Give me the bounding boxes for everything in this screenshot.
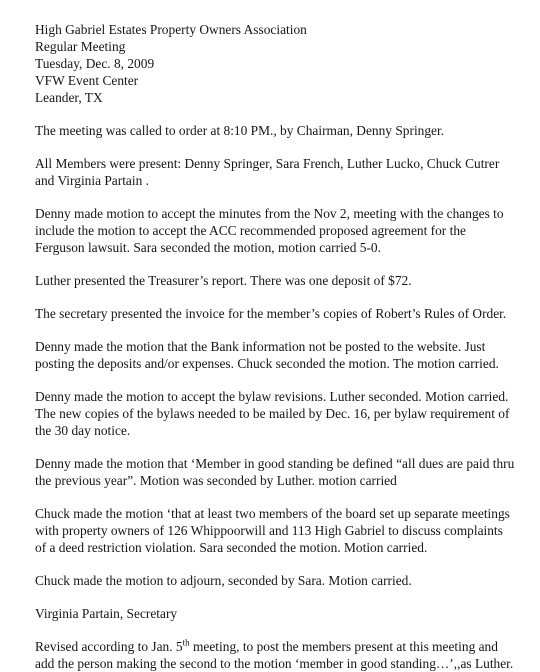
adjourn-motion: Chuck made the motion to adjourn, seconded by Sara. Motion carried. (35, 573, 412, 588)
attendance-paragraph (35, 155, 528, 189)
motion-minutes-line: Ferguson lawsuit. Sara seconded the motion, motion carried 5-0. (35, 240, 381, 255)
attendance-line: and Virginia Partain . (35, 173, 149, 188)
revision-line: add the person making the second to the motion ‘member in good standing…’,,as Luther. (35, 656, 514, 671)
revision-line (35, 638, 528, 655)
separate-meetings-line: of a deed restriction violation. Sara seconded the motion. Motion carried. (35, 540, 428, 555)
attendance-line: All Members were present: Denny Springer, Sara French, Luther Lucko, Chuck Cutrer (35, 156, 500, 171)
meeting-date: Tuesday, Dec. 8, 2009 (35, 56, 155, 71)
document-header (35, 21, 528, 106)
secretary-report: The secretary presented the invoice for the member’s copies of Robert’s Rules of Order. (35, 306, 507, 321)
org-name: High Gabriel Estates Property Owners Association (35, 22, 307, 37)
motion-minutes-paragraph (35, 205, 528, 256)
good-standing-line: the previous year”. Motion was seconded by Luther. motion carried (35, 473, 397, 488)
bank-motion-paragraph (35, 338, 528, 372)
meeting-type: Regular Meeting (35, 39, 126, 54)
separate-meetings-line: Chuck made the motion ‘that at least two members of the board set up separate meetings (35, 506, 510, 521)
separate-meetings-line: with property owners of 126 Whippoorwill and 113 High Gabriel to discuss complaints (35, 523, 503, 538)
meeting-venue: VFW Event Center (35, 73, 139, 88)
bylaw-motion-line: The new copies of the bylaws needed to be mailed by Dec. 16, per bylaw requirement of (35, 406, 510, 421)
bylaw-motion-line: Denny made the motion to accept the bylaw revisions. Luther seconded. Motion carried. (35, 389, 509, 404)
revision-text: Revised according to Jan. 5 (35, 639, 183, 654)
revision-text: meeting, to post the members present at this meeting and (189, 639, 498, 654)
treasurer-report: Luther presented the Treasurer’s report. There was one deposit of $72. (35, 273, 412, 288)
good-standing-paragraph (35, 455, 528, 489)
bylaw-motion-paragraph (35, 388, 528, 439)
good-standing-line: Denny made the motion that ‘Member in good standing be defined “all dues are paid thru (35, 456, 515, 471)
separate-meetings-paragraph (35, 505, 528, 556)
meeting-city: Leander, TX (35, 90, 103, 105)
bank-motion-line: Denny made the motion that the Bank information not be posted to the website. Just (35, 339, 486, 354)
call-to-order: The meeting was called to order at 8:10 PM., by Chairman, Denny Springer. (35, 123, 445, 138)
bank-motion-line: posting the deposits and/or expenses. Chuck seconded the motion. The motion carried. (35, 356, 499, 371)
secretary-signature: Virginia Partain, Secretary (35, 606, 178, 621)
revision-note (35, 638, 528, 672)
bylaw-motion-line: the 30 day notice. (35, 423, 131, 438)
motion-minutes-line: include the motion to accept the ACC recommended proposed agreement for the (35, 223, 466, 238)
ordinal-suffix: th (182, 637, 190, 648)
motion-minutes-line: Denny made motion to accept the minutes from the Nov 2, meeting with the changes to (35, 206, 504, 221)
